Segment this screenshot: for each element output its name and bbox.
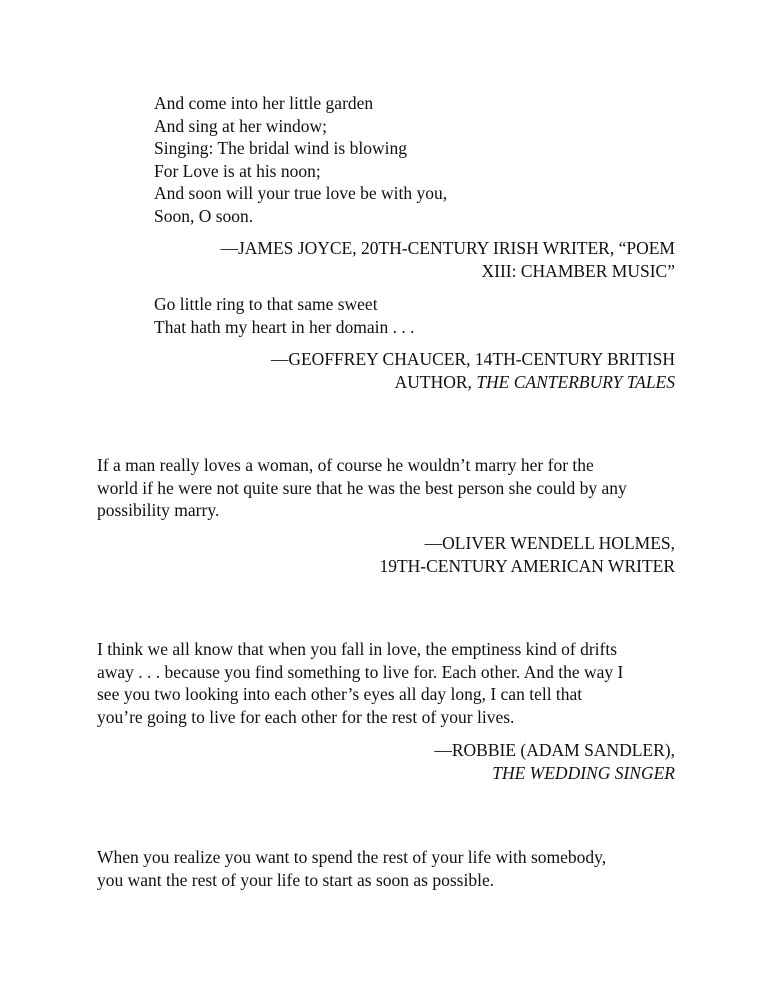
work-title: THE WEDDING SINGER: [492, 762, 675, 783]
verse-line: Go little ring to that same sweet: [154, 294, 378, 314]
quote-holmes: [97, 454, 677, 522]
verse-line: Soon, O soon.: [154, 205, 254, 226]
attribution-line: —ROBBIE (ADAM SANDLER),: [434, 740, 675, 760]
attribution-line: XIII: CHAMBER MUSIC”: [481, 260, 675, 281]
attribution-holmes: [379, 532, 675, 577]
quote-final: [97, 846, 677, 891]
attribution-line: —GEOFFREY CHAUCER, 14TH-CENTURY BRITISH: [270, 349, 675, 369]
attribution-text: AUTHOR,: [394, 371, 477, 392]
attribution-chaucer: [271, 348, 675, 393]
verse-line: For Love is at his noon;: [154, 160, 321, 181]
prose-line: possibility marry.: [97, 500, 220, 521]
verse-line: And come into her little garden: [154, 93, 374, 113]
prose-line: When you realize you want to spend the rest of your life with somebody,: [97, 847, 607, 867]
prose-line: see you two looking into each other’s eyes all day long, I can tell that: [97, 684, 583, 705]
prose-line: I think we all know that when you fall in love, the emptiness kind of drifts: [97, 639, 618, 659]
prose-line: you want the rest of your life to start as soon as possible.: [97, 869, 495, 890]
attribution-joyce: [220, 237, 675, 282]
work-title: THE CANTERBURY TALES: [476, 371, 675, 392]
quote-wedding-singer: [97, 638, 677, 728]
verse-line: Singing: The bridal wind is blowing: [154, 138, 407, 159]
attribution-line: —JAMES JOYCE, 20TH-CENTURY IRISH WRITER, “POEM: [220, 238, 675, 258]
attribution-line: [271, 371, 675, 394]
prose-line: away . . . because you find something to live for. Each other. And the way I: [97, 661, 624, 682]
attribution-line: 19TH-CENTURY AMERICAN WRITER: [379, 555, 675, 576]
attribution-line: —OLIVER WENDELL HOLMES,: [424, 533, 675, 553]
verse-line: And sing at her window;: [154, 115, 328, 136]
attribution-wedding-singer: [434, 739, 675, 784]
verse-line: That hath my heart in her domain . . .: [154, 316, 415, 337]
quote-chaucer-verse: [154, 293, 674, 338]
prose-line: world if he were not quite sure that he was the best person she could by any: [97, 477, 627, 498]
attribution-line: [434, 762, 675, 785]
quote-joyce-verse: [154, 92, 674, 228]
verse-line: And soon will your true love be with you,: [154, 183, 448, 204]
prose-line: If a man really loves a woman, of course he wouldn’t marry her for the: [97, 455, 594, 475]
prose-line: you’re going to live for each other for the rest of your lives.: [97, 706, 515, 727]
